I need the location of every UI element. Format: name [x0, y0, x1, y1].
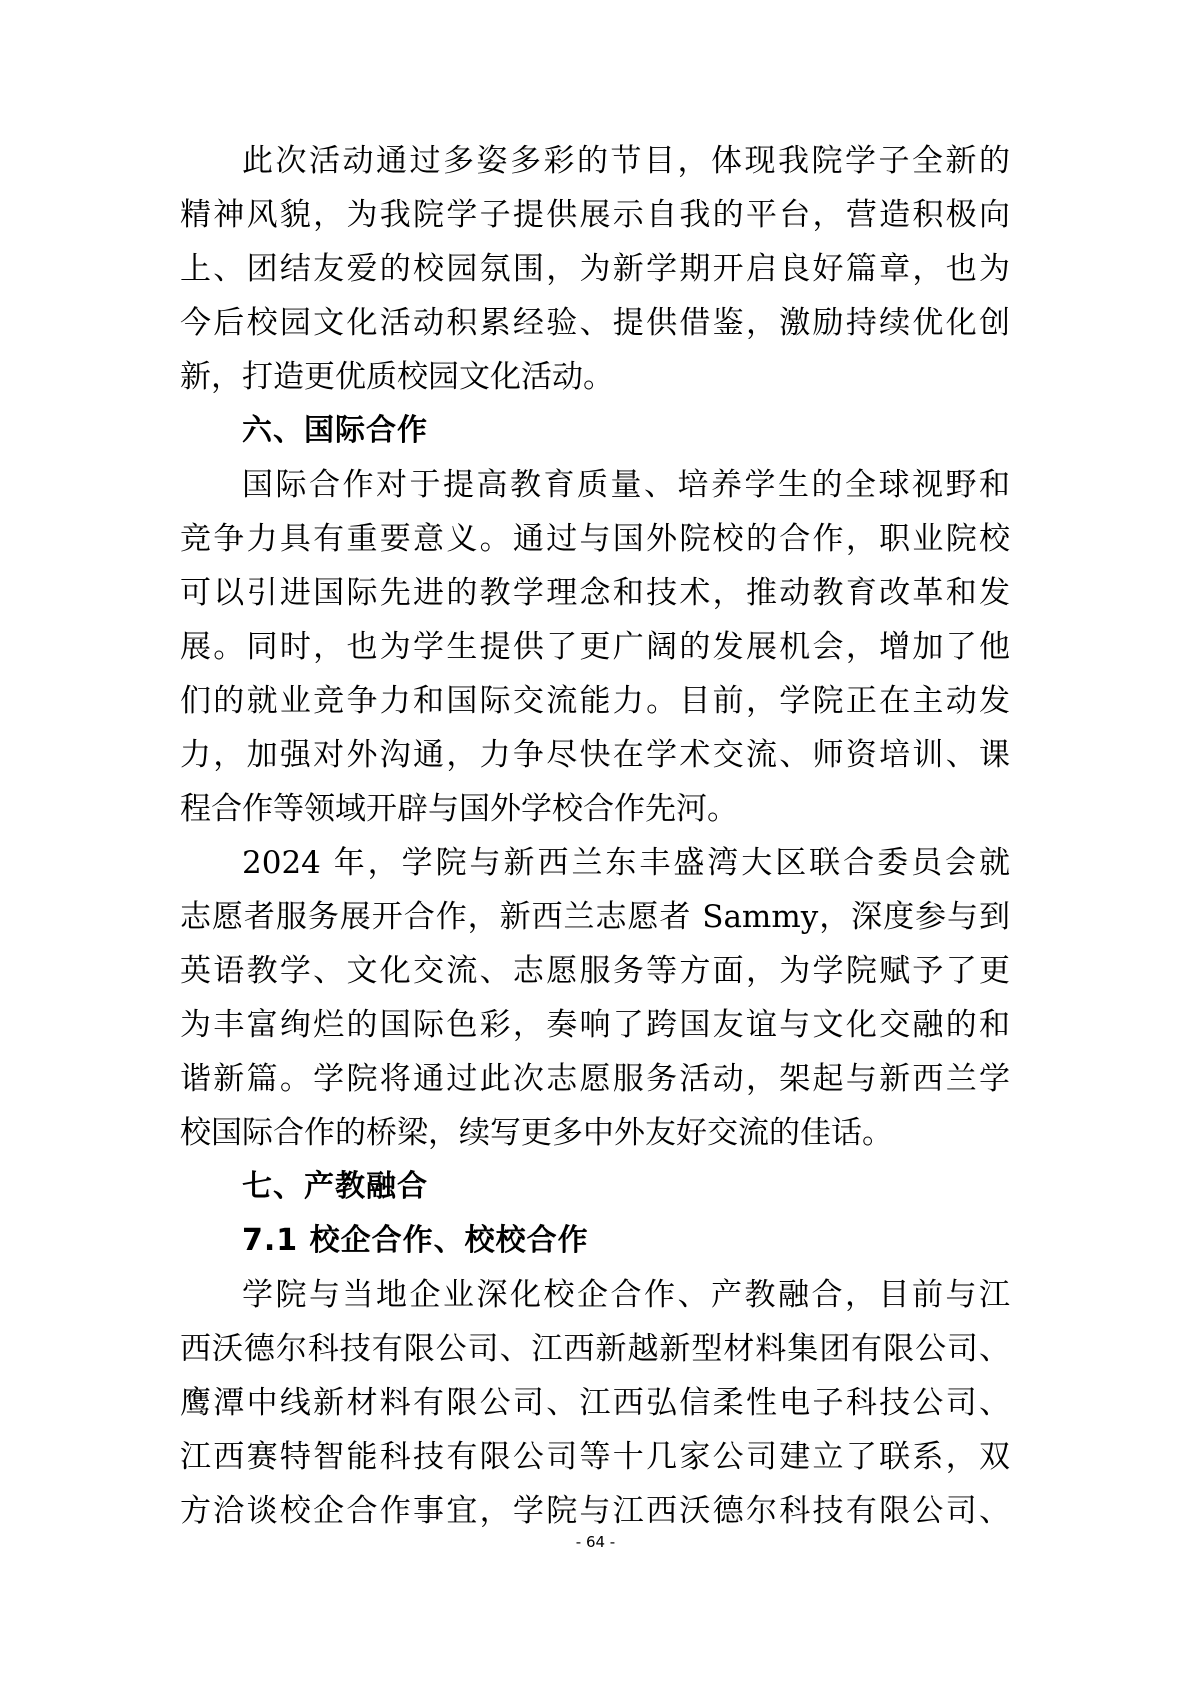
paragraph-line: 江西赛特智能科技有限公司等十几家公司建立了联系，双	[180, 1439, 1010, 1475]
paragraph-line: 学院与当地企业深化校企合作、产教融合，目前与江	[242, 1277, 1010, 1313]
paragraph-line: 方洽谈校企合作事宜，学院与江西沃德尔科技有限公司、	[180, 1493, 1010, 1529]
paragraph-line: 们的就业竞争力和国际交流能力。目前，学院正在主动发	[180, 683, 1010, 719]
page-number: - 64 -	[575, 1533, 616, 1551]
paragraph-line: 2024 年，学院与新西兰东丰盛湾大区联合委员会就	[242, 845, 1010, 881]
paragraph-line: 校国际合作的桥梁，续写更多中外友好交流的佳话。	[180, 1115, 893, 1151]
paragraph-line: 精神风貌，为我院学子提供展示自我的平台，营造积极向	[180, 197, 1010, 233]
paragraph-line: 今后校园文化活动积累经验、提供借鉴，激励持续优化创	[180, 305, 1010, 341]
section-heading: 七、产教融合	[242, 1169, 428, 1204]
paragraph-line: 可以引进国际先进的教学理念和技术，推动教育改革和发	[180, 575, 1010, 611]
paragraph-line: 展。同时，也为学生提供了更广阔的发展机会，增加了他	[180, 629, 1010, 665]
paragraph-line: 西沃德尔科技有限公司、江西新越新型材料集团有限公司、	[180, 1331, 1010, 1367]
paragraph-line: 程合作等领域开辟与国外学校合作先河。	[180, 791, 738, 827]
paragraph-line: 志愿者服务展开合作，新西兰志愿者 Sammy，深度参与到	[180, 899, 1010, 935]
paragraph-line: 鹰潭中线新材料有限公司、江西弘信柔性电子科技公司、	[180, 1385, 1010, 1421]
paragraph-line: 新，打造更优质校园文化活动。	[180, 359, 614, 395]
paragraph-line: 竞争力具有重要意义。通过与国外院校的合作，职业院校	[180, 521, 1010, 557]
paragraph-line: 谐新篇。学院将通过此次志愿服务活动，架起与新西兰学	[180, 1061, 1010, 1097]
paragraph-line: 英语教学、文化交流、志愿服务等方面，为学院赋予了更	[180, 953, 1010, 989]
subsection-heading: 7.1 校企合作、校校合作	[242, 1223, 589, 1258]
section-heading: 六、国际合作	[242, 413, 428, 448]
paragraph-line: 为丰富绚烂的国际色彩，奏响了跨国友谊与文化交融的和	[180, 1007, 1010, 1043]
paragraph-line: 此次活动通过多姿多彩的节目，体现我院学子全新的	[242, 143, 1010, 179]
paragraph-line: 上、团结友爱的校园氛围，为新学期开启良好篇章，也为	[180, 251, 1010, 287]
paragraph-line: 国际合作对于提高教育质量、培养学生的全球视野和	[242, 467, 1010, 503]
paragraph-line: 力，加强对外沟通，力争尽快在学术交流、师资培训、课	[180, 737, 1010, 773]
